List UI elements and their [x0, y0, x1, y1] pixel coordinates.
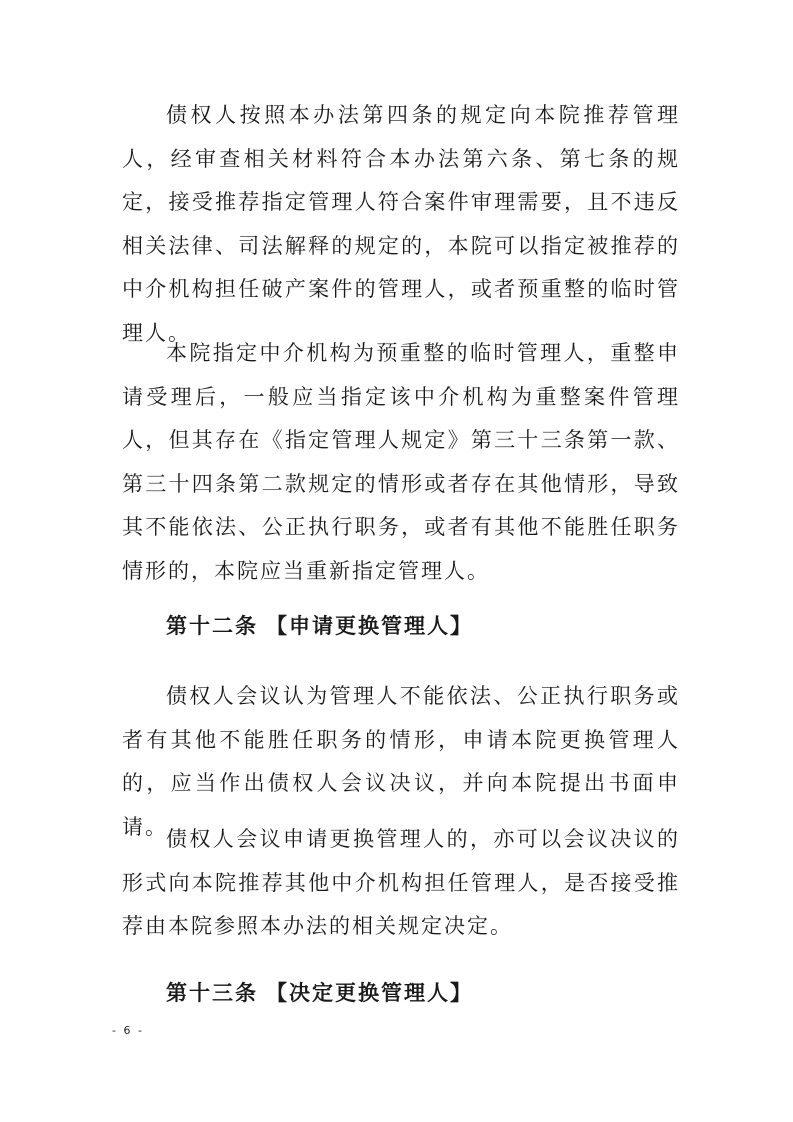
article-12-title: 【申请更换管理人】 [266, 613, 473, 638]
article-13-title: 【决定更换管理人】 [266, 980, 473, 1005]
article-13-number: 第十三条 [166, 980, 258, 1005]
page-number: - 6 - [112, 1024, 144, 1037]
article-12-heading [166, 606, 473, 646]
paragraph-recommend-other-agency: 债权人会议申请更换管理人的，亦可以会议决议的形式向本院推荐其他中介机构担任管理人，是否接受推荐由本院参照本办法的相关规定决定。 [122, 827, 680, 938]
paragraph-apply-replace-manager: 债权人会议认为管理人不能依法、公正执行职务或者有其他不能胜任职务的情形，申请本院更换管理人的，应当作出债权人会议决议，并向本院提出书面申请。 [122, 684, 680, 839]
article-12-number: 第十二条 [166, 613, 258, 638]
paragraph-recommend-manager: 债权人按照本办法第四条的规定向本院推荐管理人，经审查相关材料符合本办法第六条、第七条的规定，接受推荐指定管理人符合案件审理需要，且不违反相关法律、司法解释的规定的，本院可以指定被推荐的中介机构担任破产案件的管理人，或者预重整的临时管理人。 [122, 103, 680, 345]
article-13-heading [166, 973, 473, 1013]
paragraph-pre-reorganization-manager: 本院指定中介机构为预重整的临时管理人，重整申请受理后，一般应当指定该中介机构为重整案件管理人，但其存在《指定管理人规定》第三十三条第一款、第三十四条第二款规定的情形或者存在其他情形，导致其不能依法、公正执行职务，或者有其他不能胜任职务情形的，本院应当重新指定管理人。 [122, 341, 680, 583]
